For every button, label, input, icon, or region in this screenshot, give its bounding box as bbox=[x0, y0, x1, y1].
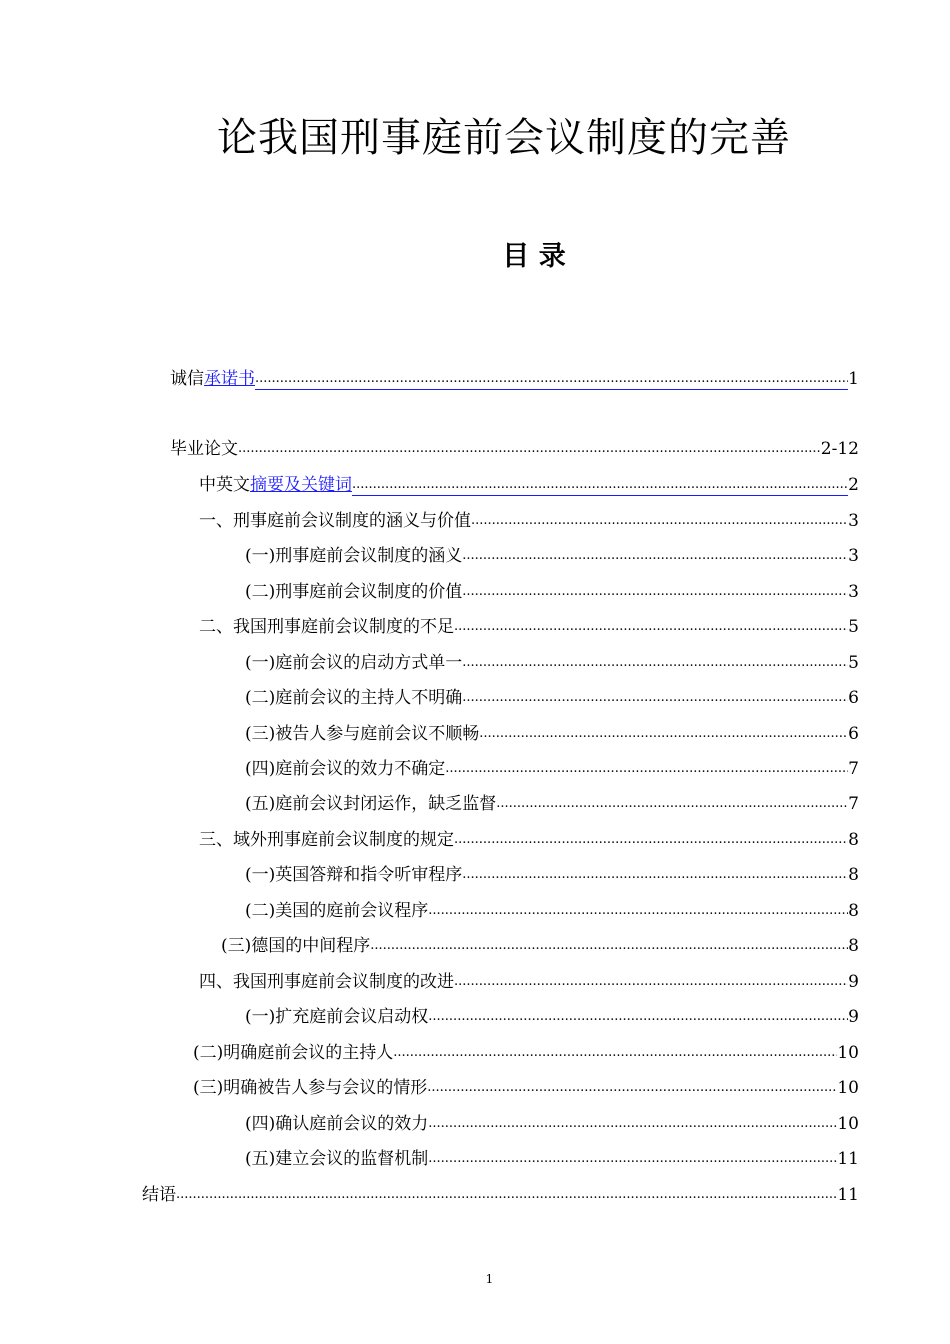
toc-leader bbox=[462, 689, 848, 709]
toc-page-number: 8 bbox=[848, 901, 859, 921]
toc-leader bbox=[445, 760, 848, 780]
toc-leader bbox=[454, 973, 848, 993]
toc-page-number: 7 bbox=[848, 759, 859, 779]
toc-entry-section-4-3[interactable] bbox=[193, 1073, 859, 1099]
toc-page-number: 11 bbox=[837, 1149, 859, 1169]
document-title: 论我国刑事庭前会议制度的完善 bbox=[217, 115, 791, 161]
toc-entry-label: (五)建立会议的监督机制 bbox=[245, 1149, 429, 1169]
toc-entry-label: (一)英国答辩和指令听审程序 bbox=[245, 865, 463, 885]
toc-entry-prefix: 诚信 bbox=[170, 369, 204, 389]
toc-entry-link[interactable]: 承诺书 bbox=[204, 369, 255, 389]
toc-leader bbox=[393, 1044, 837, 1064]
toc-entry-section-2-3[interactable] bbox=[245, 719, 859, 745]
toc-leader bbox=[428, 902, 848, 922]
toc-entry-label: 二、我国刑事庭前会议制度的不足 bbox=[199, 617, 454, 637]
page-number: 1 bbox=[485, 1272, 494, 1286]
toc-leader bbox=[479, 725, 848, 745]
toc-page-number: 2-12 bbox=[820, 439, 859, 459]
toc-leader bbox=[352, 476, 848, 496]
toc-entry-label: 一、刑事庭前会议制度的涵义与价值 bbox=[199, 511, 471, 531]
toc-leader bbox=[454, 831, 848, 851]
toc-entry-section-2-2[interactable] bbox=[245, 683, 859, 709]
toc-leader bbox=[428, 1008, 848, 1028]
toc-entry-section-2[interactable] bbox=[199, 612, 859, 638]
toc-page-number: 3 bbox=[848, 582, 859, 602]
toc-page-number: 9 bbox=[848, 972, 859, 992]
toc-page-number: 11 bbox=[837, 1185, 859, 1205]
toc-page-number: 2 bbox=[848, 475, 859, 495]
toc-leader bbox=[462, 547, 848, 567]
toc-entry-section-1-1[interactable] bbox=[245, 541, 859, 567]
toc-leader bbox=[370, 937, 848, 957]
toc-entry-label: (二)明确庭前会议的主持人 bbox=[193, 1043, 394, 1063]
toc-leader bbox=[176, 1186, 837, 1206]
toc-leader bbox=[462, 866, 848, 886]
toc-page-number: 6 bbox=[848, 724, 859, 744]
toc-entry-section-3-2[interactable] bbox=[245, 896, 859, 922]
toc-page-number: 8 bbox=[848, 936, 859, 956]
toc-entry-label: (四)庭前会议的效力不确定 bbox=[245, 759, 446, 779]
toc-entry-conclusion[interactable] bbox=[142, 1180, 859, 1206]
toc-entry-label: (三)被告人参与庭前会议不顺畅 bbox=[245, 724, 480, 744]
toc-leader bbox=[496, 795, 848, 815]
toc-entry-label: 结语 bbox=[142, 1185, 176, 1205]
toc-entry-label: (二)美国的庭前会议程序 bbox=[245, 901, 429, 921]
toc-entry-section-4-4[interactable] bbox=[245, 1109, 859, 1135]
toc-entry-section-1[interactable] bbox=[199, 506, 859, 532]
toc-entry-prefix: 中英文 bbox=[199, 475, 250, 495]
toc-leader bbox=[427, 1079, 837, 1099]
toc-page-number: 10 bbox=[837, 1078, 859, 1098]
toc-entry-section-2-1[interactable] bbox=[245, 648, 859, 674]
toc-entry-label: (一)扩充庭前会议启动权 bbox=[245, 1007, 429, 1027]
toc-entry-label: (四)确认庭前会议的效力 bbox=[245, 1114, 429, 1134]
toc-entry-label: (二)庭前会议的主持人不明确 bbox=[245, 688, 463, 708]
toc-page-number: 3 bbox=[848, 546, 859, 566]
toc-page-number: 1 bbox=[848, 369, 859, 389]
toc-page-number: 9 bbox=[848, 1007, 859, 1027]
toc-entry-label: (五)庭前会议封闭运作，缺乏监督 bbox=[245, 794, 497, 814]
toc-leader bbox=[428, 1115, 837, 1135]
toc-entry-integrity-pledge[interactable] bbox=[170, 364, 859, 390]
toc-page-number: 6 bbox=[848, 688, 859, 708]
toc-page-number: 3 bbox=[848, 511, 859, 531]
toc-leader bbox=[255, 370, 848, 390]
toc-heading: 目 录 bbox=[502, 241, 566, 272]
toc-entry-label: (一)刑事庭前会议制度的涵义 bbox=[245, 546, 463, 566]
toc-leader bbox=[462, 583, 848, 603]
toc-entry-section-4-5[interactable] bbox=[245, 1144, 859, 1170]
toc-entry-section-2-4[interactable] bbox=[245, 754, 859, 780]
toc-entry-section-1-2[interactable] bbox=[245, 577, 859, 603]
toc-page-number: 8 bbox=[848, 865, 859, 885]
toc-entry-link[interactable]: 摘要及关键词 bbox=[250, 475, 352, 495]
toc-entry-section-4[interactable] bbox=[199, 967, 859, 993]
toc-entry-section-4-2[interactable] bbox=[193, 1038, 859, 1064]
toc-entry-label: 毕业论文 bbox=[170, 439, 238, 459]
toc-entry-section-3-1[interactable] bbox=[245, 860, 859, 886]
toc-entry-label: 三、域外刑事庭前会议制度的规定 bbox=[199, 830, 454, 850]
toc-page-number: 5 bbox=[848, 653, 859, 673]
toc-entry-section-3-3[interactable] bbox=[221, 931, 859, 957]
toc-entry-thesis[interactable] bbox=[170, 434, 859, 460]
toc-leader bbox=[428, 1150, 837, 1170]
toc-page-number: 10 bbox=[837, 1114, 859, 1134]
toc-page-number: 8 bbox=[848, 830, 859, 850]
toc-page-number: 10 bbox=[837, 1043, 859, 1063]
toc-leader bbox=[454, 618, 848, 638]
toc-entry-abstract[interactable] bbox=[199, 470, 859, 496]
toc-leader bbox=[471, 512, 848, 532]
toc-entry-label: 四、我国刑事庭前会议制度的改进 bbox=[199, 972, 454, 992]
toc-entry-section-3[interactable] bbox=[199, 825, 859, 851]
toc-entry-label: (三)明确被告人参与会议的情形 bbox=[193, 1078, 428, 1098]
toc-leader bbox=[238, 440, 821, 460]
toc-entry-label: (三)德国的中间程序 bbox=[221, 936, 371, 956]
toc-entry-section-2-5[interactable] bbox=[245, 789, 859, 815]
toc-page-number: 7 bbox=[848, 794, 859, 814]
toc-entry-label: (二)刑事庭前会议制度的价值 bbox=[245, 582, 463, 602]
toc-entry-label: (一)庭前会议的启动方式单一 bbox=[245, 653, 463, 673]
toc-page-number: 5 bbox=[848, 617, 859, 637]
toc-entry-section-4-1[interactable] bbox=[245, 1002, 859, 1028]
toc-leader bbox=[462, 654, 848, 674]
